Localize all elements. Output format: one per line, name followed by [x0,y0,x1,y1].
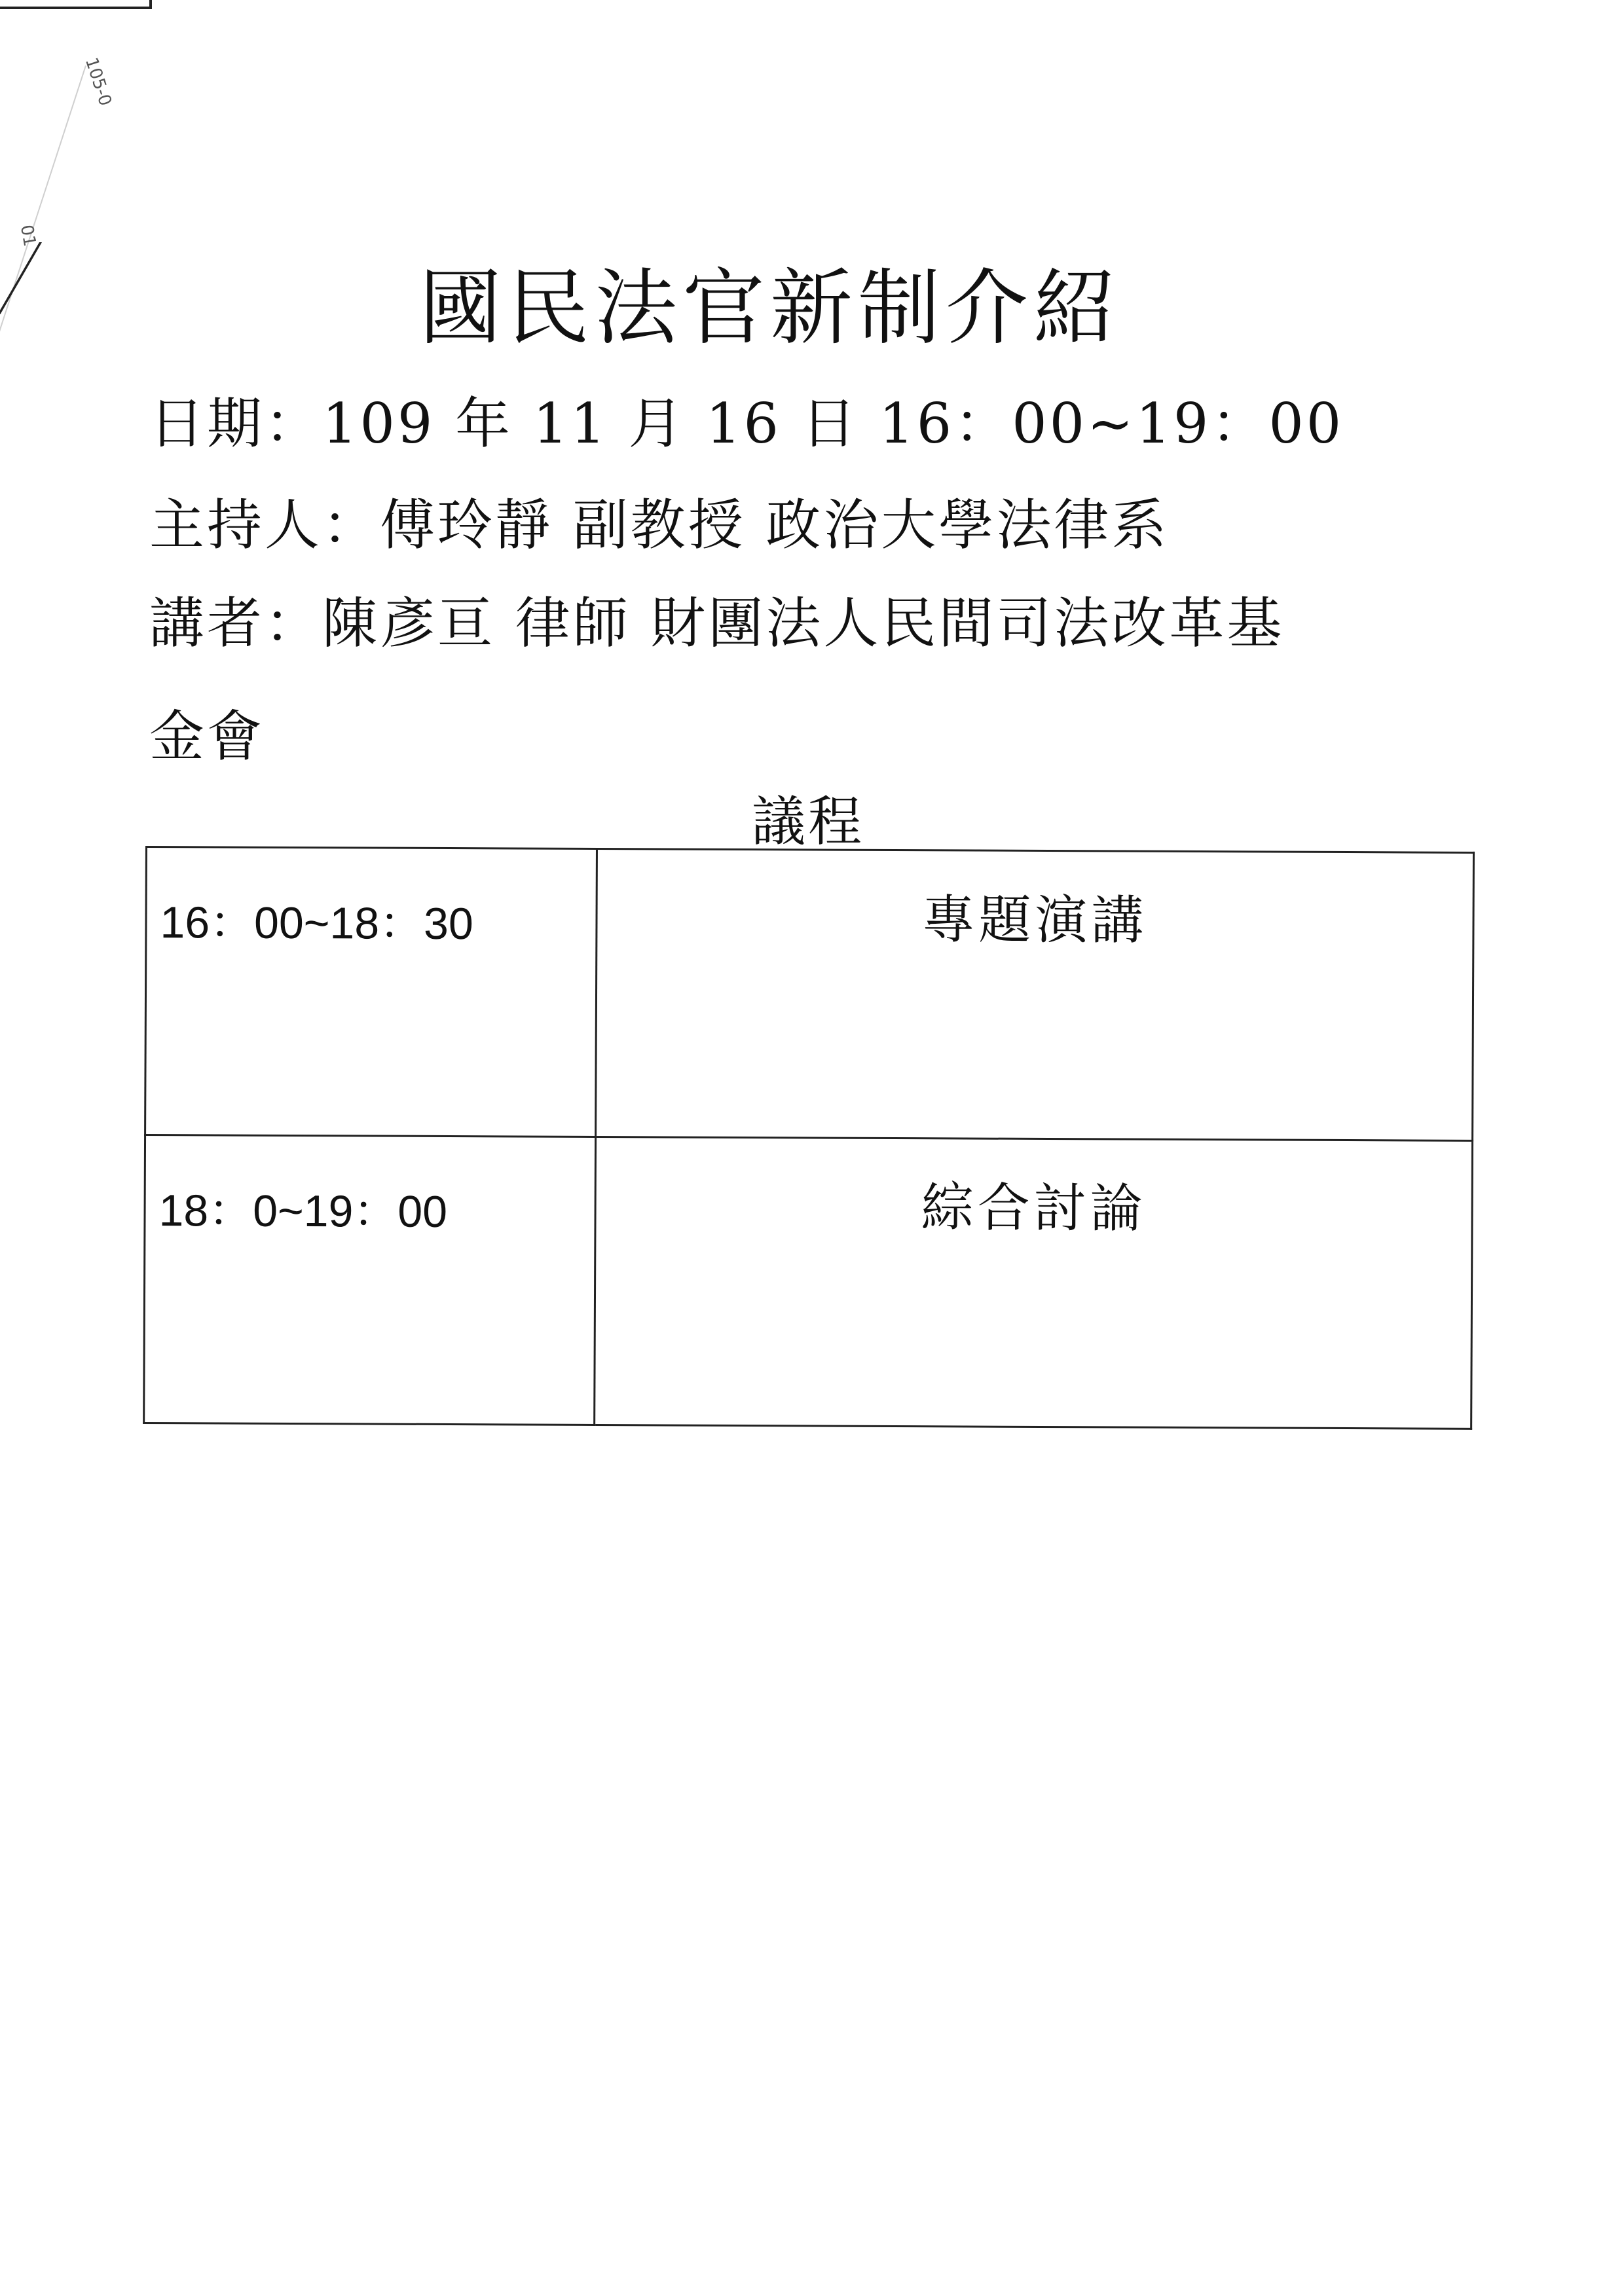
speaker-line: 講者：陳彥亘 律師 財團法人民間司法改革基 [149,591,1285,655]
agenda-heading: 議程 [752,791,865,853]
agenda-topic-cell: 專題演講 [596,849,1474,1141]
handwritten-note-side: 01 [16,223,40,248]
agenda-time-cell: 16：00~18：30 [145,847,597,1137]
host-line: 主持人：傅玲靜 副教授 政治大學法律系 [149,493,1170,557]
scan-faint-edge [0,65,86,365]
agenda-table [143,846,1475,1430]
scan-bracket-mark [0,242,42,314]
scan-edge-tick [149,0,152,9]
table-row [145,847,1474,1141]
handwritten-note-top: 105-0 [81,55,115,109]
table-row [144,1135,1473,1429]
agenda-time-cell: 18：0~19：00 [144,1135,596,1425]
page-title: 國民法官新制介紹 [419,260,1121,356]
agenda-topic-cell: 綜合討論 [595,1137,1473,1429]
date-line: 日期：109 年 11 月 16 日 16：00~19：00 [149,392,1344,456]
speaker-line-continued: 金會 [149,704,265,769]
scan-edge-line [0,0,152,9]
